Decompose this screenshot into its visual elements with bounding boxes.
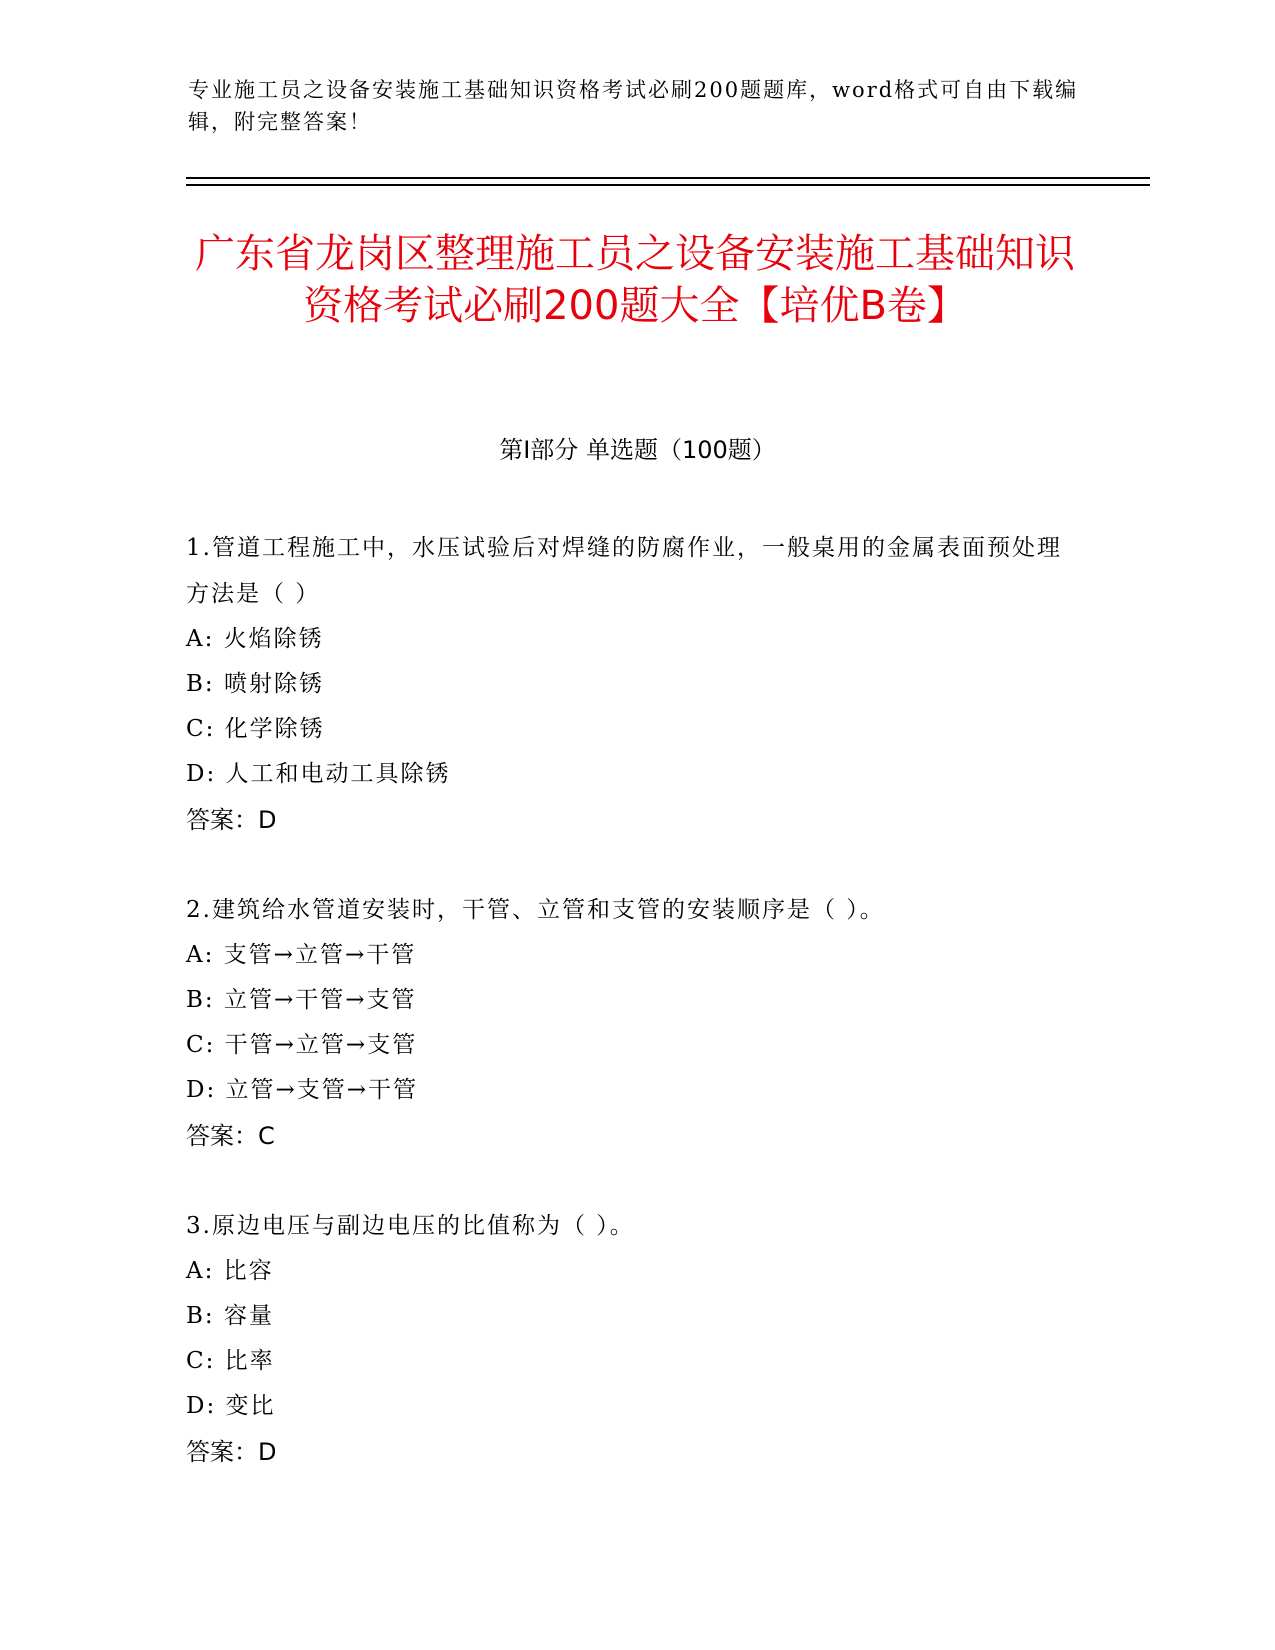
answer: 答案：C	[186, 1122, 275, 1150]
option-a: A: 比容	[186, 1258, 274, 1284]
option-b: B: 容量	[186, 1303, 274, 1329]
question-2	[186, 887, 1086, 1159]
question-list	[186, 525, 1086, 1519]
question-3	[186, 1203, 1086, 1475]
question-text: 1.管道工程施工中，水压试验后对焊缝的防腐作业，一般桌用的金属表面预处理方法是（ ）	[186, 535, 1062, 607]
option-c: C: 化学除锈	[186, 716, 325, 742]
header-rule-bottom	[186, 184, 1150, 186]
option-a: A: 支管→立管→干管	[186, 942, 417, 968]
option-c: C: 干管→立管→支管	[186, 1032, 418, 1058]
question-text: 2.建筑给水管道安装时，干管、立管和支管的安装顺序是（ ）。	[186, 897, 885, 923]
answer: 答案：D	[186, 1438, 277, 1466]
question-1	[186, 525, 1086, 843]
option-a: A: 火焰除锈	[186, 626, 324, 652]
option-b: B: 立管→干管→支管	[186, 987, 417, 1013]
option-c: C: 比率	[186, 1348, 275, 1374]
option-b: B: 喷射除锈	[186, 671, 324, 697]
document-header: 专业施工员之设备安装施工基础知识资格考试必刷200题题库，word格式可自由下载编辑，附完整答案！	[188, 78, 1079, 134]
option-d: D: 变比	[186, 1393, 276, 1419]
question-text: 3.原边电压与副边电压的比值称为（ ）。	[186, 1213, 635, 1239]
answer: 答案：D	[186, 806, 277, 834]
document-title: 广东省龙岗区整理施工员之设备安装施工基础知识资格考试必刷200题大全【培优B卷】	[195, 231, 1075, 329]
section-heading: 第I部分 单选题（100题）	[499, 436, 776, 464]
option-d: D: 立管→支管→干管	[186, 1077, 419, 1103]
option-d: D: 人工和电动工具除锈	[186, 761, 451, 787]
header-rule-top	[186, 177, 1150, 179]
